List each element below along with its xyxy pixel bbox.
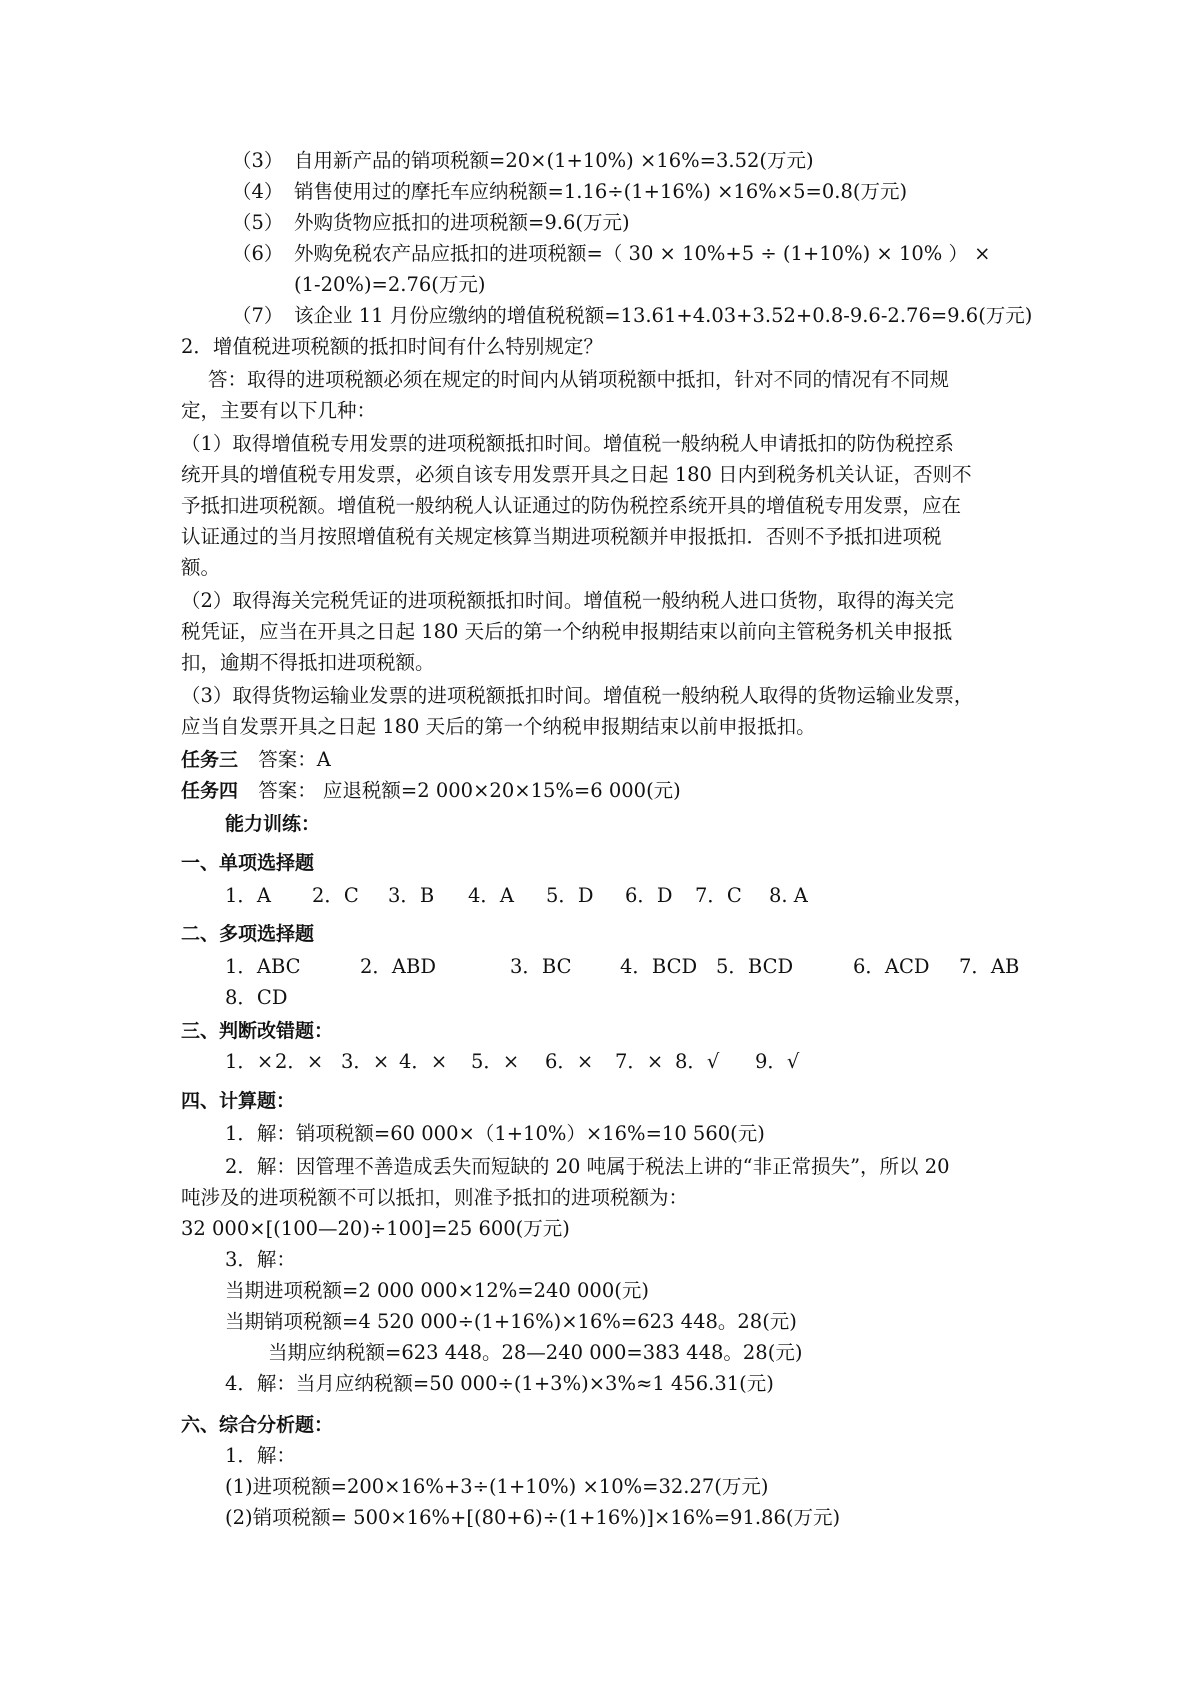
answer-item: 5．× (471, 1050, 520, 1073)
para2-line: （2）取得海关完税凭证的进项税额抵扣时间。增值税一般纳税人进口货物，取得的海关完 (181, 589, 954, 612)
section-4-title: 四、计算题： (181, 1090, 296, 1112)
answer-item: 2．× (275, 1050, 324, 1073)
analysis-label: 1．解： (225, 1444, 296, 1467)
answer-item: 4．BCD (620, 955, 698, 978)
answer-item: 4．A (468, 884, 514, 907)
section-2-answers (225, 954, 1019, 980)
item-number: （7） (232, 304, 284, 327)
item-3 (232, 148, 814, 174)
solution-1: 1．解：销项税额=60 000×（1+10%）×16%=10 560(元) (225, 1122, 765, 1145)
analysis-line: (1)进项税额=200×16%+3÷(1+10%) ×10%=32.27(万元) (225, 1475, 769, 1498)
item-number: （3） (232, 149, 284, 172)
para2-line: 扣，逾期不得抵扣进项税额。 (181, 651, 435, 674)
answer-item: 8．√ (675, 1050, 720, 1073)
task-3-label: 任务三 (181, 749, 239, 771)
solution-3-line: 当期销项税额=4 520 000÷(1+16%)×16%=623 448。28(元) (225, 1310, 797, 1333)
answer-item: 6．ACD (853, 955, 930, 978)
answer-item: 5．BCD (716, 955, 794, 978)
para1-line: 认证通过的当月按照增值税有关规定核算当期进项税额并申报抵扣．否则不予抵扣进项税 (181, 525, 942, 548)
ability-training-heading: 能力训练： (225, 813, 321, 835)
item-text: 销售使用过的摩托车应纳税额=1.16÷(1+16%) ×16%×5=0.8(万元) (294, 180, 908, 203)
item-6 (232, 241, 991, 267)
answer-item: 7．AB (959, 955, 1020, 978)
solution-2-line: 2．解：因管理不善造成丢失而短缺的 20 吨属于税法上讲的“非正常损失”，所以 20 (225, 1155, 950, 1178)
answer-line: 定，主要有以下几种： (181, 399, 377, 422)
item-6-continuation: (1-20%)=2.76(万元) (294, 273, 486, 296)
item-7 (232, 303, 1032, 329)
para2-line: 税凭证，应当在开具之日起 180 天后的第一个纳税申报期结束以前向主管税务机关申报抵 (181, 620, 953, 643)
task-4-answer: 答案： 应退税额=2 000×20×15%=6 000(元) (258, 779, 681, 802)
para3-line: （3）取得货物运输业发票的进项税额抵扣时间。增值税一般纳税人取得的货物运输业发票， (181, 684, 974, 707)
section-6-title: 六、综合分析题： (181, 1414, 334, 1436)
solution-3-line: 当期进项税额=2 000 000×12%=240 000(元) (225, 1279, 649, 1302)
answer-item: 9．√ (755, 1050, 800, 1073)
solution-2-line: 吨涉及的进项税额不可以抵扣，则准予抵扣的进项税额为： (181, 1186, 689, 1209)
section-3-answers (225, 1049, 799, 1075)
item-text: 该企业 11 月份应缴纳的增值税税额=13.61+4.03+3.52+0.8-9.6-2.76=9.6(万元) (294, 304, 1033, 327)
item-number: （4） (232, 180, 284, 203)
solution-3-line: 当期应纳税额=623 448。28—240 000=383 448。28(元) (268, 1341, 803, 1364)
answer-line: 答：取得的进项税额必须在规定的时间内从销项税额中抵扣，针对不同的情况有不同规 (208, 368, 950, 391)
answer-item: 2．C (312, 884, 359, 907)
answer-item: 3．B (388, 884, 435, 907)
answer-item: 5．D (546, 884, 594, 907)
analysis-line: (2)销项税额= 500×16%+[(80+6)÷(1+16%)]×16%=91.86(万元) (225, 1506, 841, 1529)
answer-item: 6．D (625, 884, 673, 907)
answer-item: 8．CD (225, 986, 288, 1009)
item-text: 外购免税农产品应抵扣的进项税额=（ 30 × 10%+5 ÷ (1+10%) × 10% ） × (294, 242, 991, 265)
item-number: （6） (232, 242, 284, 265)
item-number: （5） (232, 211, 284, 234)
para1-line: （1）取得增值税专用发票的进项税额抵扣时间。增值税一般纳税人申请抵扣的防伪税控系 (181, 432, 954, 455)
answer-item: 1．ABC (225, 955, 301, 978)
answer-item: 7．× (615, 1050, 664, 1073)
section-1-title: 一、单项选择题 (181, 852, 315, 874)
task-3 (181, 747, 331, 773)
question-2: 2．增值税进项税额的抵扣时间有什么特别规定？ (181, 335, 603, 358)
item-text: 自用新产品的销项税额=20×(1+10%) ×16%=3.52(万元) (294, 149, 814, 172)
answer-item: 6．× (545, 1050, 594, 1073)
task-3-answer: 答案：A (258, 748, 331, 771)
item-5 (232, 210, 630, 236)
para1-line: 予抵扣进项税额。增值税一般纳税人认证通过的防伪税控系统开具的增值税专用发票，应在 (181, 494, 962, 517)
solution-3-label: 3．解： (225, 1248, 296, 1271)
item-4 (232, 179, 907, 205)
item-text: 外购货物应抵扣的进项税额=9.6(万元) (294, 211, 630, 234)
para1-line: 统开具的增值税专用发票，必须自该专用发票开具之日起 180 日内到税务机关认证，否则不 (181, 463, 972, 486)
para1-line: 额。 (181, 556, 221, 579)
para3-line: 应当自发票开具之日起 180 天后的第一个纳税申报期结束以前申报抵扣。 (181, 715, 816, 738)
section-1-answers (225, 883, 808, 909)
task-4 (181, 778, 681, 804)
solution-4: 4．解：当月应纳税额=50 000÷(1+3%)×3%≈1 456.31(元) (225, 1372, 774, 1395)
answer-item: 3．BC (510, 955, 572, 978)
section-3-title: 三、判断改错题： (181, 1020, 334, 1042)
answer-item: 3．× (341, 1050, 390, 1073)
solution-2-line: 32 000×[(100—20)÷100]=25 600(万元) (181, 1217, 570, 1240)
answer-item: 2．ABD (360, 955, 436, 978)
answer-item: 8. A (769, 884, 808, 907)
answer-item: 1．× (225, 1050, 274, 1073)
task-4-label: 任务四 (181, 780, 239, 802)
answer-item: 7．C (695, 884, 742, 907)
answer-item: 4．× (399, 1050, 448, 1073)
section-2-title: 二、多项选择题 (181, 923, 315, 945)
answer-item: 1．A (225, 884, 271, 907)
